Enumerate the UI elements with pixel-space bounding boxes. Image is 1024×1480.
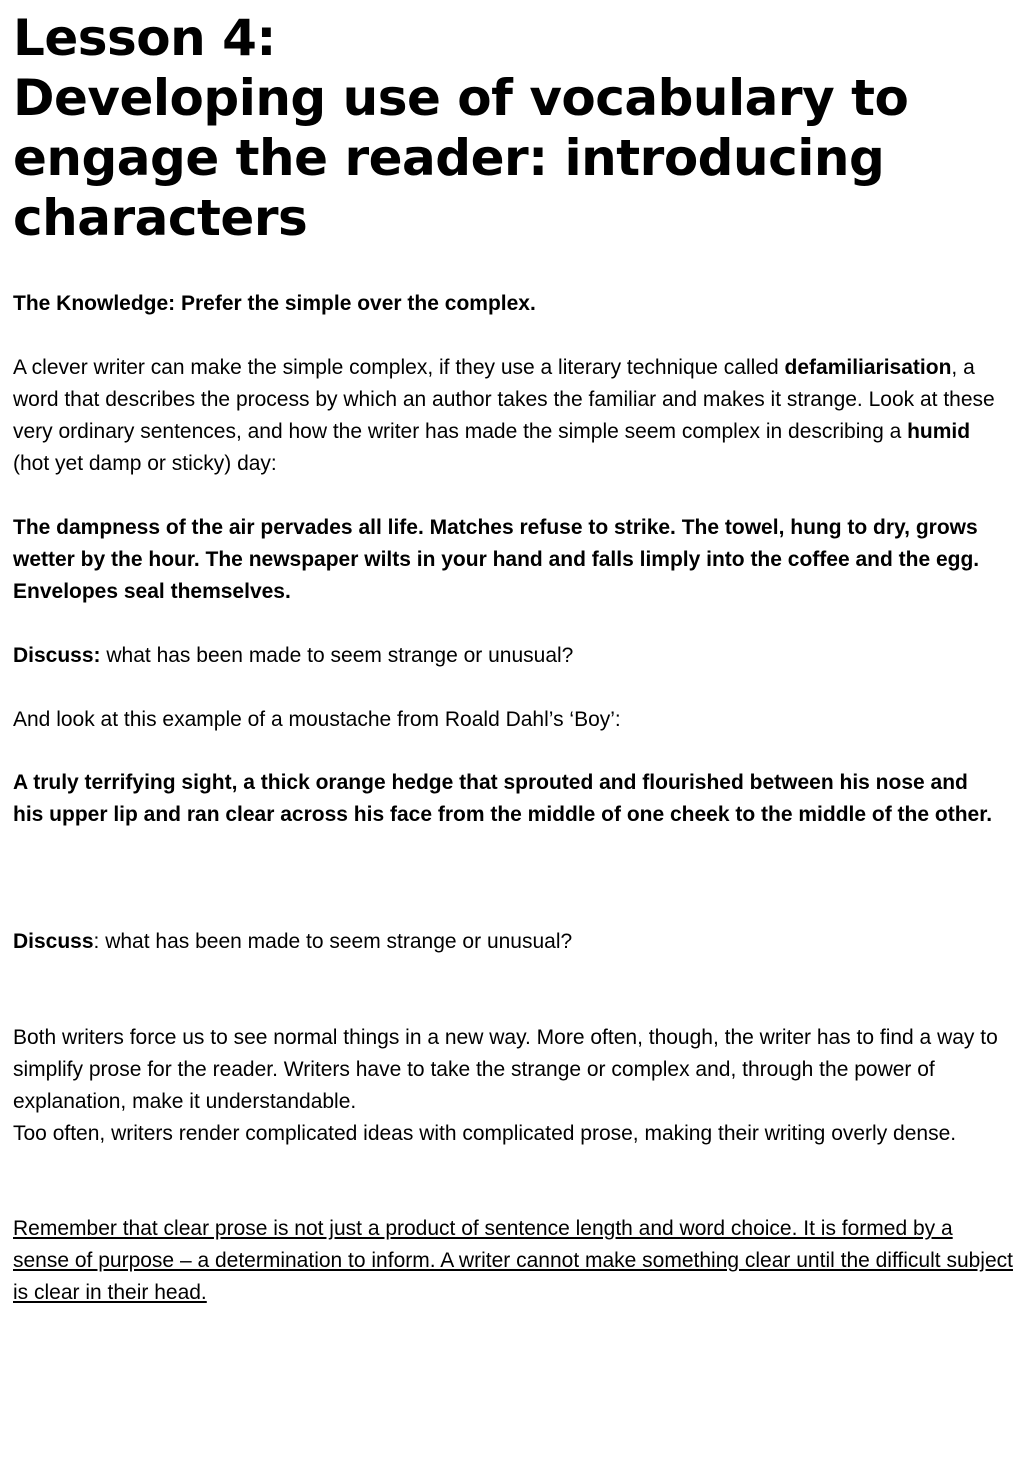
humid-day-quote: The dampness of the air pervades all life. Matches refuse to strike. The towel, hung to dry, grows wetter by the hour. The newspaper wilts in your hand and falls limply into the coffee and the egg. Envelopes seal themselves. [13, 516, 980, 603]
moustache-quote: A truly terrifying sight, a thick orange hedge that sprouted and flourished between his nose and his upper lip and ran clear across his face from the middle of one cheek to the middle of the other. [13, 771, 993, 826]
discuss-prompt-1 [13, 640, 573, 672]
lesson-title [13, 8, 1013, 248]
lesson-title-line-3: engage the reader: introducing [13, 129, 885, 187]
intro-text-part-2: , a word that describes the process by which an author takes the familiar and makes it strange. Look at these very ordinary sentences, and how the writer has made the simple seem complex in describing a [13, 356, 995, 443]
document-page [13, 0, 1013, 1304]
intro-paragraph [13, 352, 1008, 480]
discuss-text-2: : what has been made to seem strange or unusual? [93, 930, 573, 953]
intro-text-part-3: (hot yet damp or sticky) day: [13, 452, 277, 475]
term-defamiliarisation: defamiliarisation [784, 356, 952, 379]
discuss-prompt-2 [13, 926, 572, 958]
discuss-text-1: what has been made to seem strange or unusual? [100, 644, 574, 667]
lesson-title-line-4: characters [13, 189, 308, 247]
knowledge-statement: The Knowledge: Prefer the simple over the complex. [13, 292, 536, 315]
clear-prose-reminder: Remember that clear prose is not just a product of sentence length and word choice. It is formed by a sense of purpose – a determination to inform. A writer cannot make something clear until the difficult subject is clear in their head. [13, 1217, 1013, 1304]
term-humid: humid [907, 420, 971, 443]
simplify-prose-paragraph [13, 1022, 1008, 1150]
intro-text-part-1: A clever writer can make the simple complex, if they use a literary technique called [13, 356, 785, 379]
lesson-title-line-1: Lesson 4: [13, 9, 276, 67]
lesson-title-line-2: Developing use of vocabulary to [13, 69, 909, 127]
simplify-prose-line-1: Both writers force us to see normal things in a new way. More often, though, the writer has to find a way to simplify prose for the reader. Writers have to take the strange or complex and, through the power of explanation, make it understandable. [13, 1026, 998, 1113]
simplify-prose-line-2: Too often, writers render complicated ideas with complicated prose, making their writing overly dense. [13, 1122, 957, 1145]
discuss-label-1: Discuss: [13, 644, 101, 667]
example-intro: And look at this example of a moustache from Roald Dahl’s ‘Boy’: [13, 708, 621, 731]
discuss-label-2: Discuss [13, 930, 94, 953]
